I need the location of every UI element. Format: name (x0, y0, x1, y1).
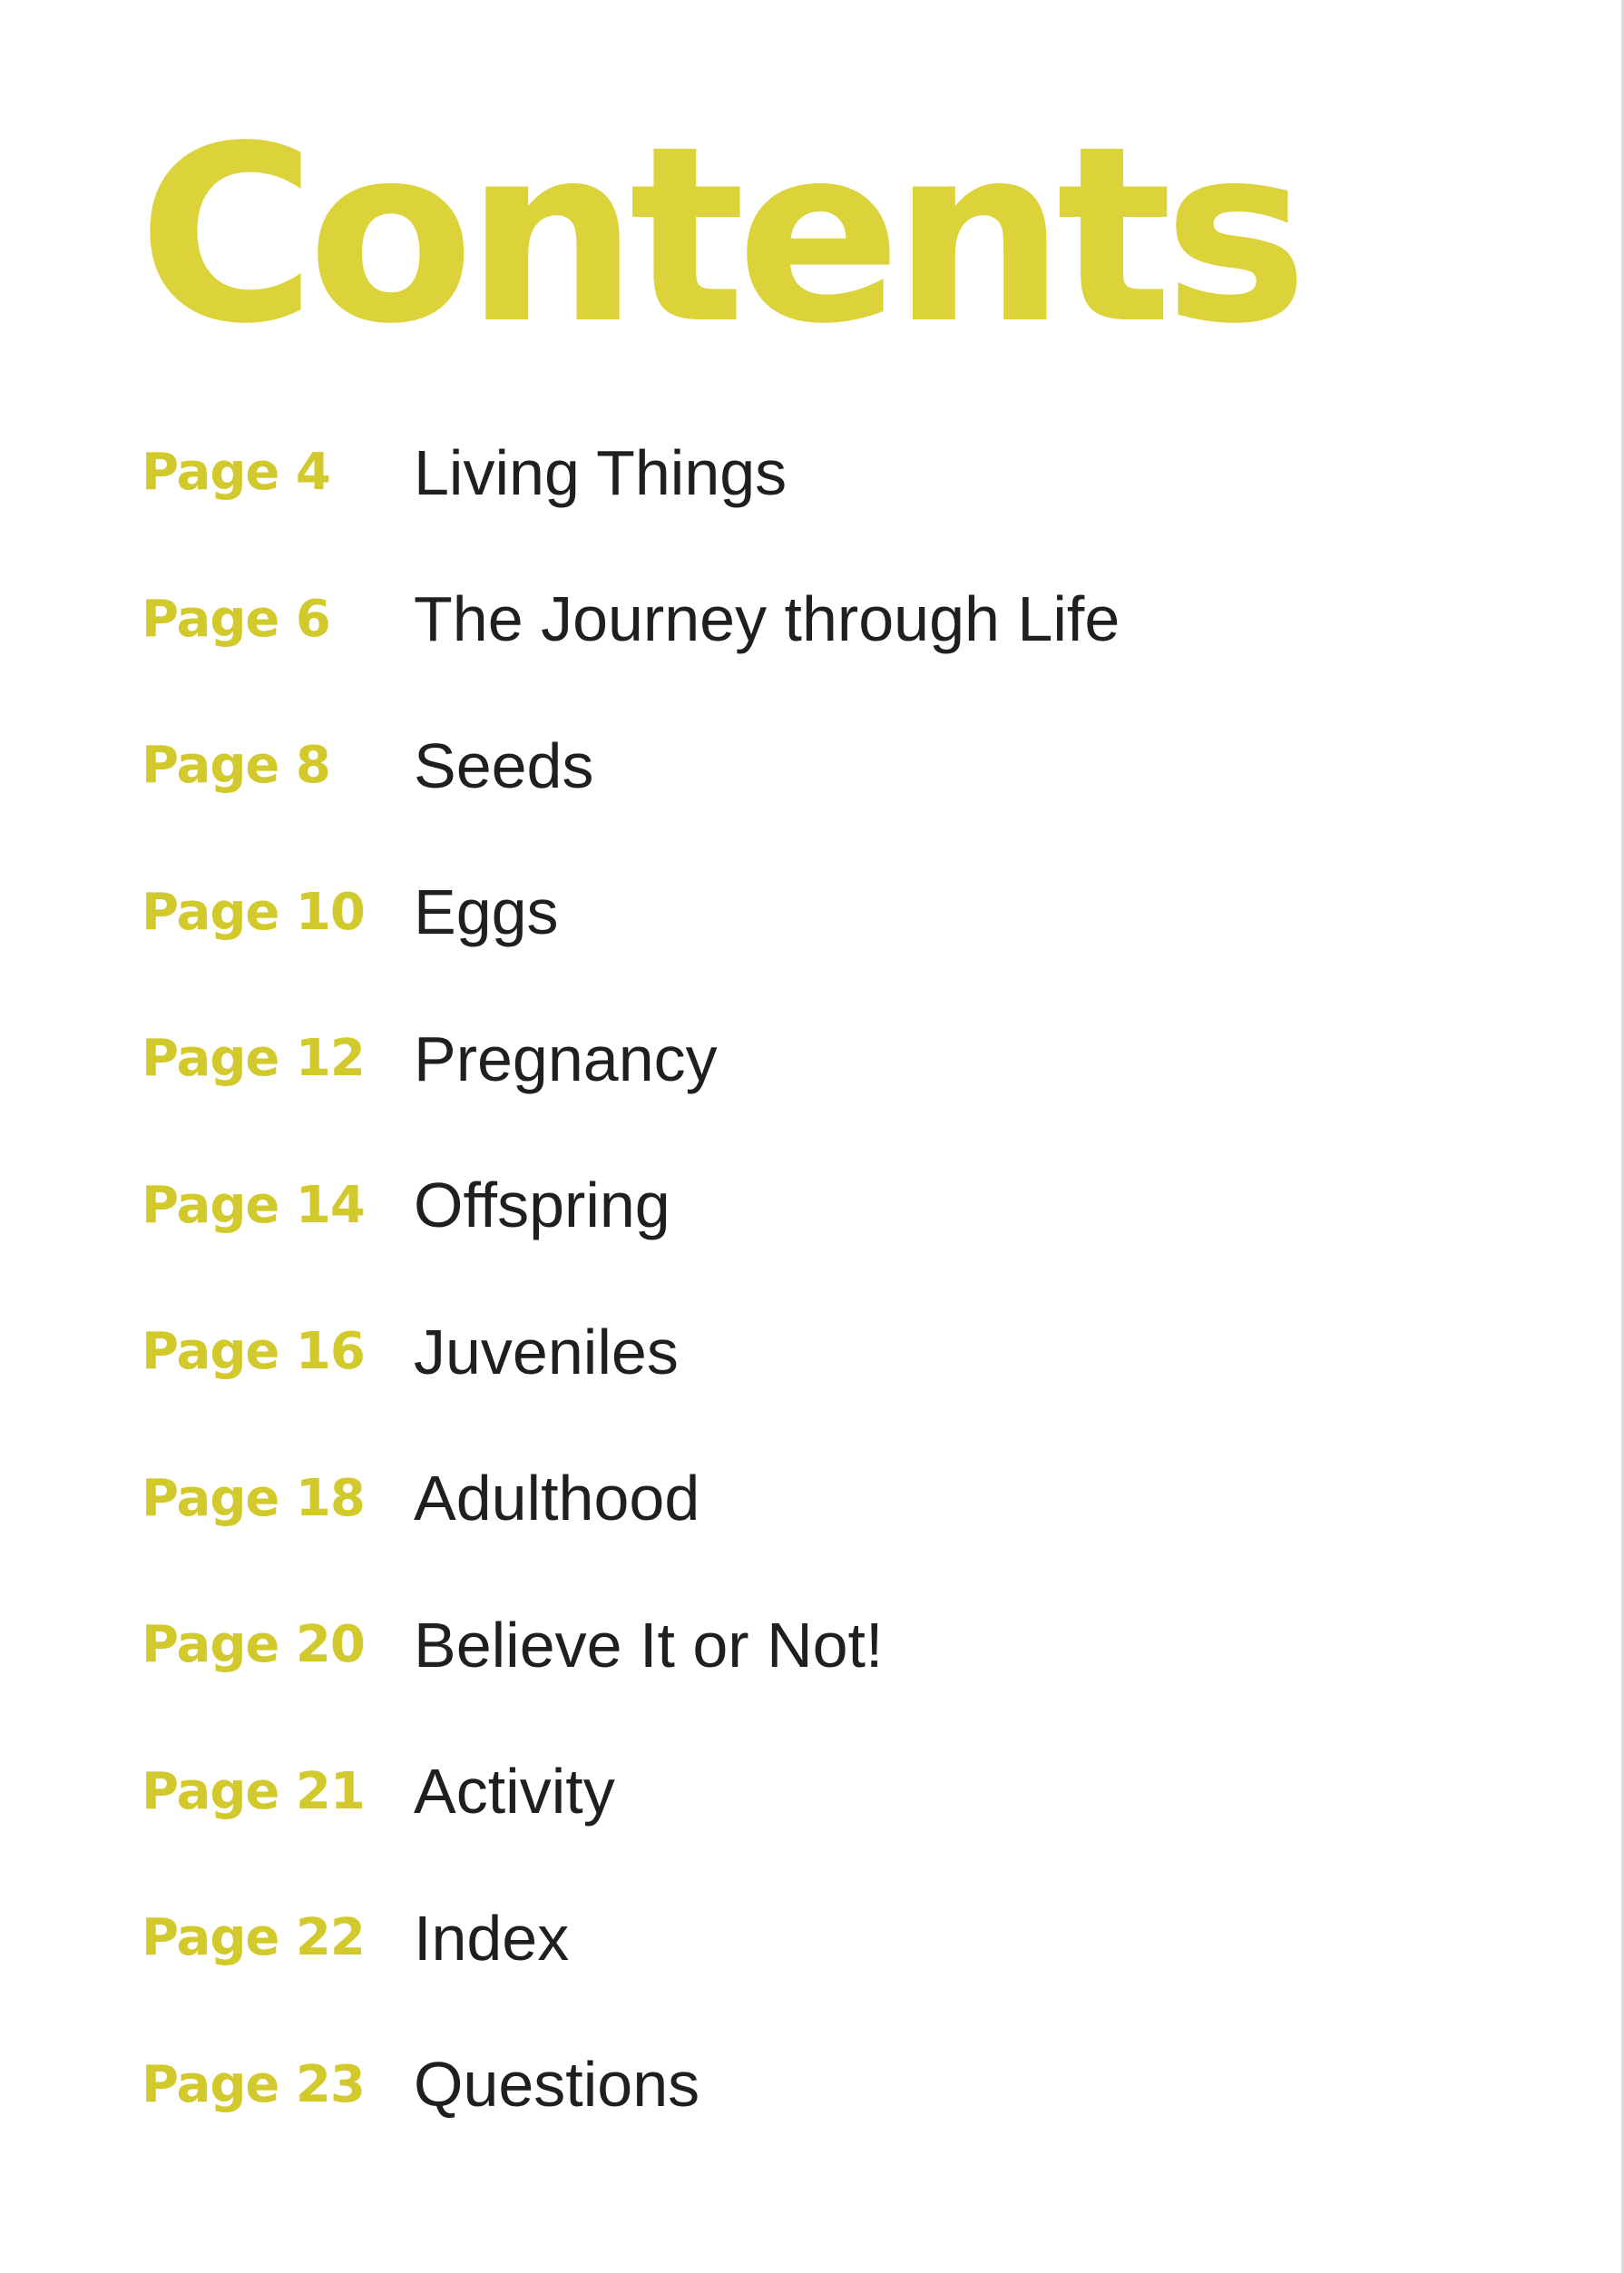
table-of-contents (142, 399, 1502, 2158)
toc-page-number: Page 10 (142, 882, 365, 942)
toc-page-number: Page 4 (142, 443, 330, 503)
toc-entry-title: Questions (414, 2049, 700, 2121)
toc-entry (142, 839, 1502, 986)
toc-entry-title: Living Things (414, 436, 788, 508)
toc-entry (142, 2012, 1502, 2159)
page-title: Contents (138, 94, 1299, 377)
toc-entry-title: Adulthood (414, 1463, 700, 1534)
toc-entry (142, 1572, 1502, 1719)
toc-page-number: Page 21 (142, 1761, 365, 1821)
toc-entry (142, 1719, 1502, 1866)
toc-page-number: Page 14 (142, 1175, 365, 1235)
toc-entry (142, 1865, 1502, 2012)
toc-page-number: Page 23 (142, 2054, 365, 2114)
toc-entry (142, 1279, 1502, 1426)
toc-page-number: Page 8 (142, 736, 330, 796)
toc-entry-title: Activity (414, 1756, 615, 1827)
toc-entry-title: Offspring (414, 1170, 670, 1241)
toc-entry-title: Juveniles (414, 1316, 679, 1387)
toc-entry-title: Index (414, 1902, 570, 1974)
toc-entry (142, 692, 1502, 839)
toc-page-number: Page 20 (142, 1615, 365, 1675)
toc-entry-title: Eggs (414, 877, 559, 948)
toc-entry (142, 399, 1502, 546)
toc-entry (142, 985, 1502, 1132)
toc-entry (142, 1132, 1502, 1279)
toc-entry-title: Pregnancy (414, 1023, 718, 1094)
toc-entry (142, 1426, 1502, 1572)
toc-page-number: Page 22 (142, 1908, 365, 1968)
toc-page-number: Page 16 (142, 1322, 365, 1382)
toc-entry-title: Believe It or Not! (414, 1609, 884, 1680)
toc-page-number: Page 12 (142, 1029, 365, 1089)
toc-entry-title: Seeds (414, 730, 594, 801)
toc-page-number: Page 18 (142, 1468, 365, 1528)
toc-entry-title: The Journey through Life (414, 583, 1120, 655)
toc-entry (142, 546, 1502, 693)
toc-page-number: Page 6 (142, 589, 330, 649)
